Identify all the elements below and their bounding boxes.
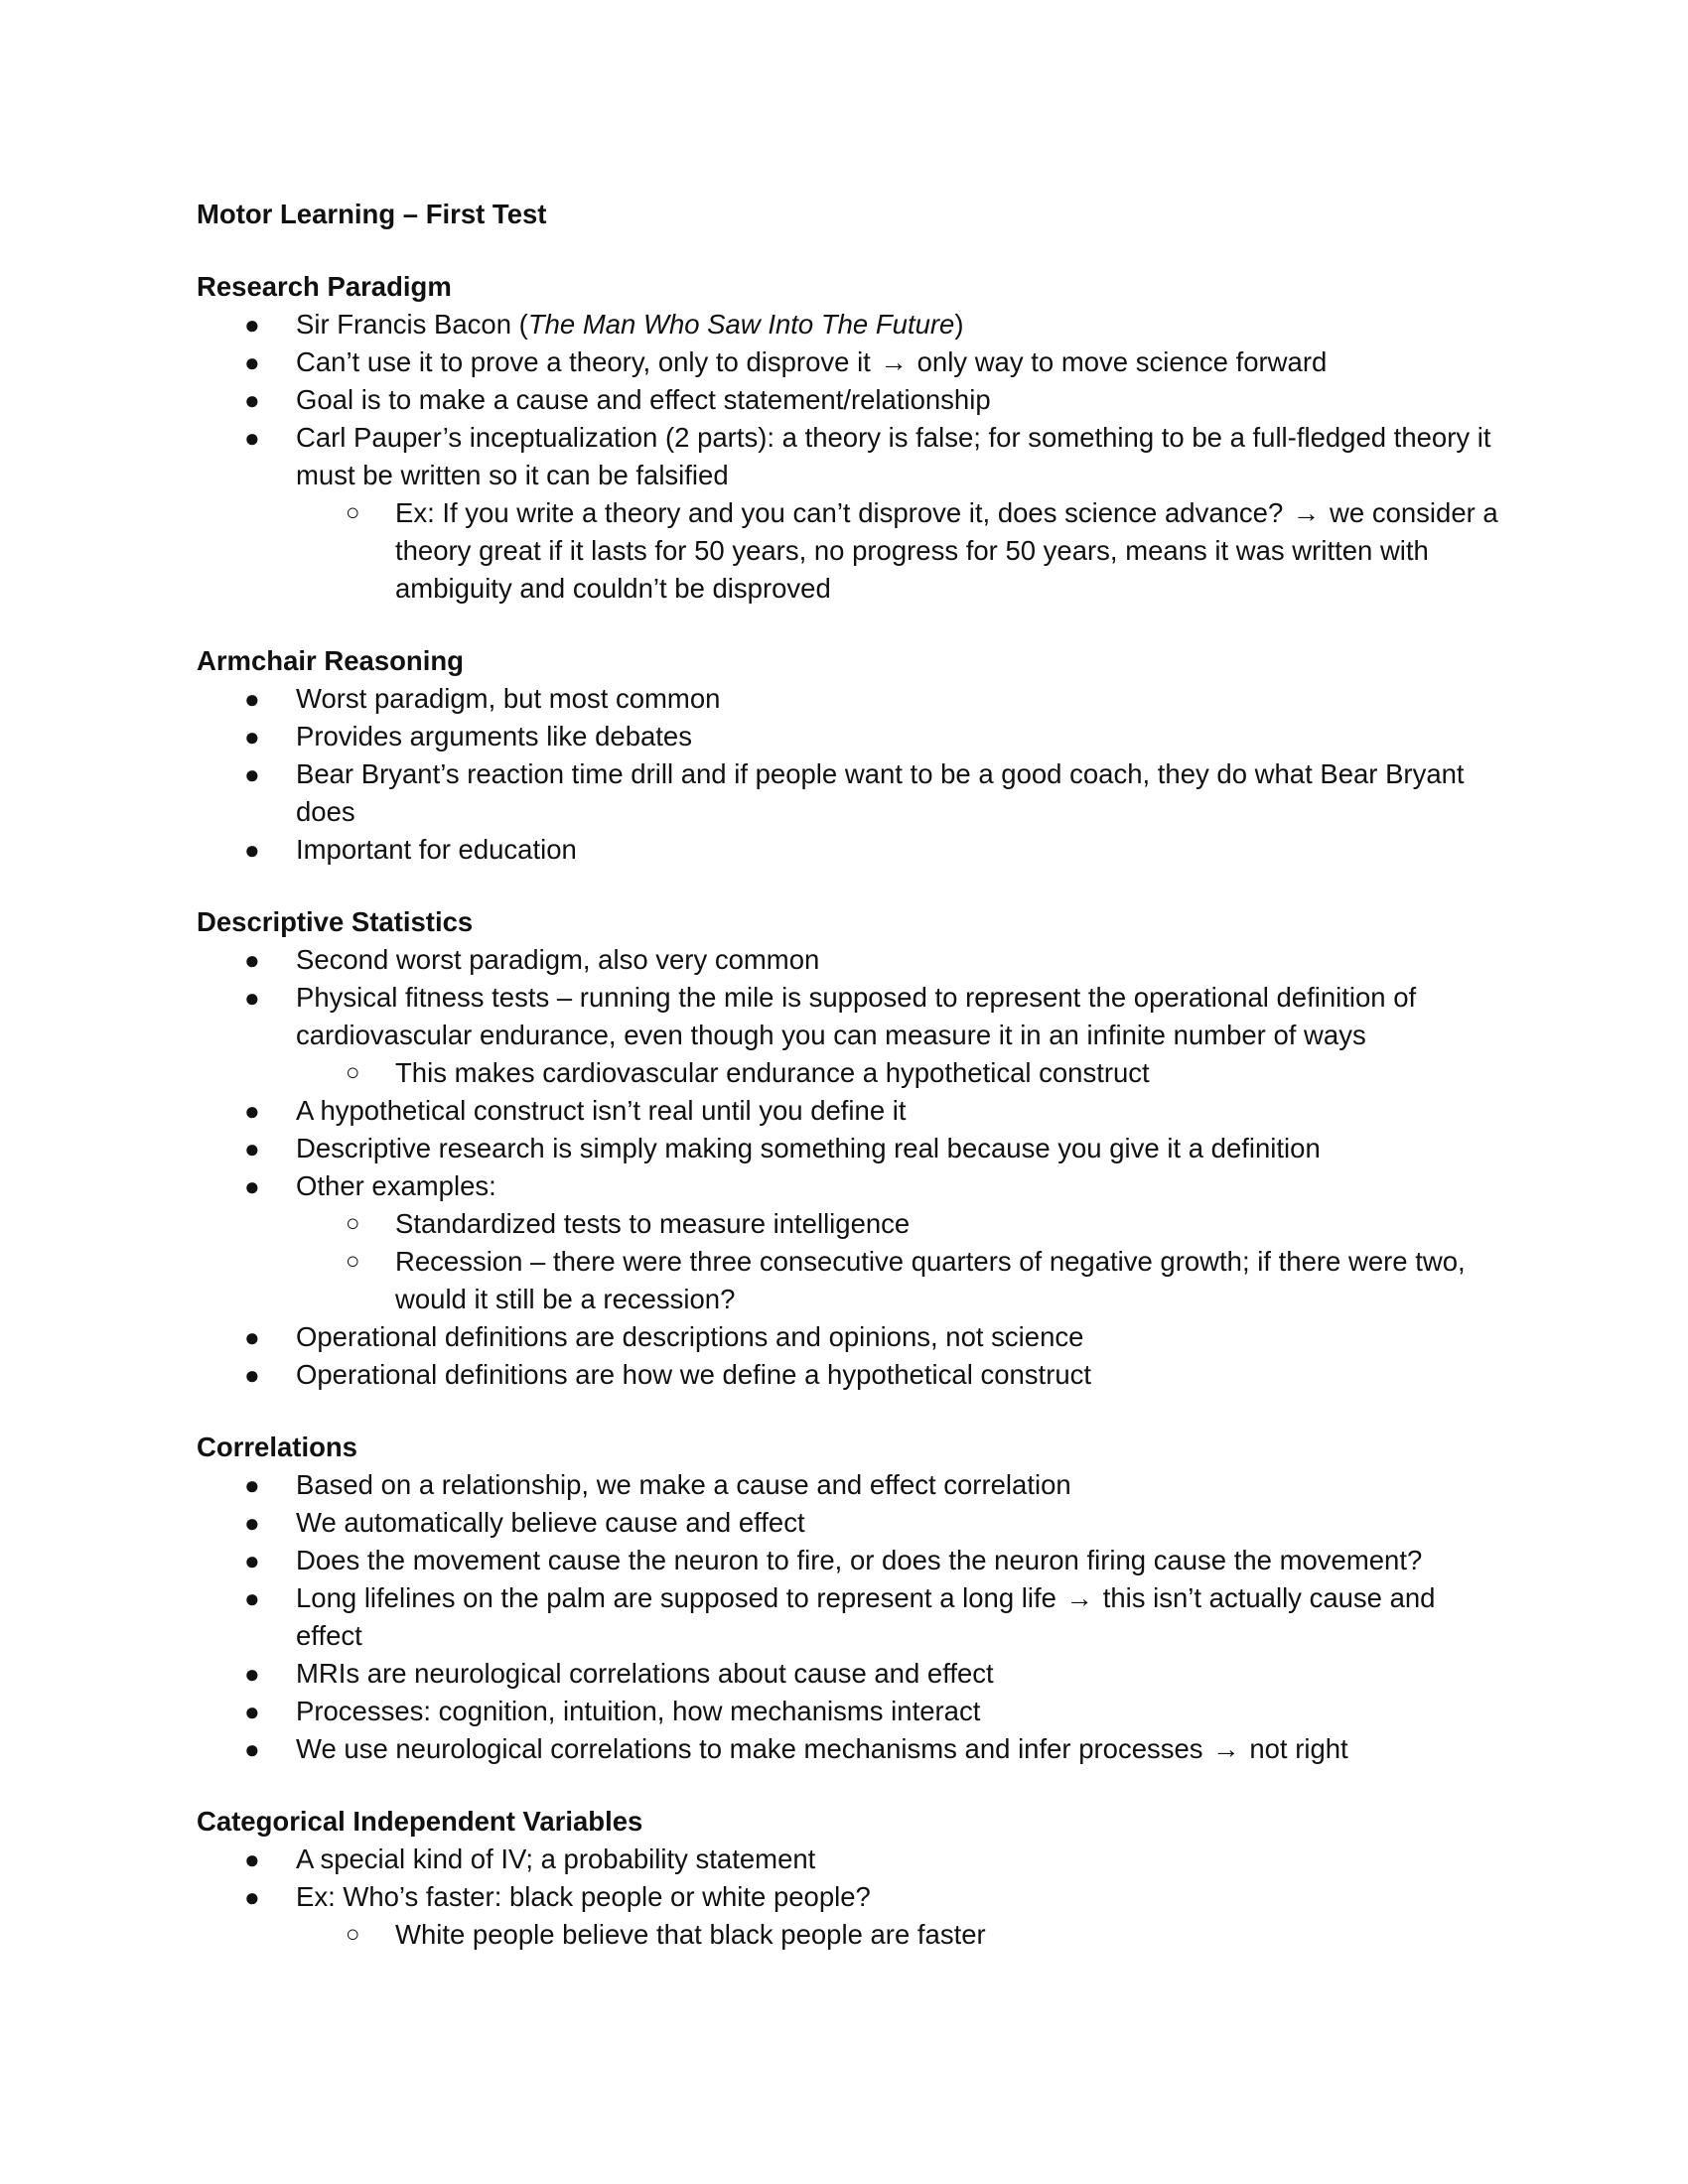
list-item bbox=[244, 1841, 1507, 1878]
list-item-text: Sir Francis Bacon ( bbox=[296, 309, 528, 340]
bullet-icon: ● bbox=[244, 1171, 260, 1201]
section-heading: Descriptive Statistics bbox=[197, 906, 474, 937]
section-research-paradigm bbox=[197, 268, 1507, 608]
bullet-icon: ● bbox=[244, 1322, 260, 1352]
bullet-icon: ● bbox=[244, 983, 260, 1013]
list-item bbox=[244, 1167, 1507, 1318]
list-item-text: not right bbox=[1249, 1733, 1348, 1764]
list-item-text: Goal is to make a cause and effect statement/relationship bbox=[296, 384, 991, 415]
list-item bbox=[244, 755, 1507, 831]
list-item-text: Worst paradigm, but most common bbox=[296, 683, 721, 714]
bullet-icon: ● bbox=[244, 759, 260, 789]
list-item-text: MRIs are neurological correlations about cause and effect bbox=[296, 1658, 994, 1689]
sub-bullet-icon: ○ bbox=[346, 499, 360, 526]
sub-list-item bbox=[346, 1916, 1507, 1954]
bullet-icon: ● bbox=[244, 1882, 260, 1912]
sub-list-item bbox=[346, 1243, 1507, 1318]
list-item-text: Ex: Who’s faster: black people or white people? bbox=[296, 1881, 871, 1912]
bullet-icon: ● bbox=[244, 385, 260, 415]
list-item bbox=[244, 343, 1507, 381]
bullet-icon: ● bbox=[244, 1508, 260, 1538]
list-item bbox=[244, 718, 1507, 755]
list-item bbox=[244, 381, 1507, 419]
sub-bullet-icon: ○ bbox=[346, 1921, 360, 1948]
list-item-text: ) bbox=[954, 309, 964, 340]
bullet-icon: ● bbox=[244, 423, 260, 453]
bullet-list bbox=[197, 680, 1507, 869]
bullet-list bbox=[197, 1841, 1507, 1954]
list-item-text: Important for education bbox=[296, 834, 577, 865]
list-item-text: Operational definitions are how we define a hypothetical construct bbox=[296, 1359, 1092, 1390]
bullet-list bbox=[197, 941, 1507, 1394]
list-item-text: Physical fitness tests – running the mile is supposed to represent the operational definition of cardiovascular endurance, even though you can measure it in an infinite number of ways bbox=[296, 982, 1417, 1050]
section-descriptive-statistics bbox=[197, 903, 1507, 1394]
list-item bbox=[244, 1878, 1507, 1954]
sub-list-item bbox=[346, 1205, 1507, 1243]
list-item bbox=[244, 419, 1507, 608]
list-item bbox=[244, 1655, 1507, 1693]
section-heading: Categorical Independent Variables bbox=[197, 1806, 643, 1837]
section-heading: Armchair Reasoning bbox=[197, 645, 464, 676]
list-item bbox=[244, 1356, 1507, 1394]
sub-bullet-list bbox=[296, 1205, 1507, 1318]
bullet-icon: ● bbox=[244, 1096, 260, 1126]
bullet-icon: ● bbox=[244, 835, 260, 865]
list-item-text: Carl Pauper’s inceptualization (2 parts): a theory is false; for something to be a full-fledged theory it must be written so it can be falsified bbox=[296, 422, 1491, 490]
list-item-text: Can’t use it to prove a theory, only to disprove it bbox=[296, 346, 871, 377]
list-item-text: White people believe that black people are faster bbox=[395, 1919, 986, 1950]
list-item-text: Operational definitions are descriptions and opinions, not science bbox=[296, 1321, 1084, 1352]
section-armchair-reasoning bbox=[197, 642, 1507, 869]
list-item bbox=[244, 1730, 1507, 1768]
bullet-icon: ● bbox=[244, 1844, 260, 1874]
sub-bullet-icon: ○ bbox=[346, 1248, 360, 1275]
section-categorical-independent-variables bbox=[197, 1803, 1507, 1954]
bullet-icon: ● bbox=[244, 1470, 260, 1500]
list-item bbox=[244, 1542, 1507, 1579]
list-item-text: this isn’t actually cause and effect bbox=[296, 1582, 1436, 1651]
list-item-text: We use neurological correlations to make mechanisms and infer processes bbox=[296, 1733, 1203, 1764]
list-item-text: Based on a relationship, we make a cause and effect correlation bbox=[296, 1469, 1071, 1500]
bullet-icon: ● bbox=[244, 1583, 260, 1613]
list-item-text: Processes: cognition, intuition, how mechanisms interact bbox=[296, 1696, 981, 1726]
bullet-icon: ● bbox=[244, 945, 260, 975]
list-item-text: We automatically believe cause and effect bbox=[296, 1507, 805, 1538]
bullet-list bbox=[197, 1466, 1507, 1768]
list-item bbox=[244, 941, 1507, 979]
sub-list-item bbox=[346, 494, 1507, 608]
list-item bbox=[244, 306, 1507, 343]
list-item-text: Recession – there were three consecutive quarters of negative growth; if there were two, would it still be a recession? bbox=[395, 1246, 1466, 1314]
list-item bbox=[244, 979, 1507, 1092]
bullet-icon: ● bbox=[244, 347, 260, 377]
section-heading: Research Paradigm bbox=[197, 271, 452, 302]
list-item-text: Second worst paradigm, also very common bbox=[296, 944, 820, 975]
bullet-icon: ● bbox=[244, 1659, 260, 1689]
document-title: Motor Learning – First Test bbox=[197, 199, 547, 229]
list-item bbox=[244, 831, 1507, 869]
list-item-text: A hypothetical construct isn’t real until you define it bbox=[296, 1095, 907, 1126]
bullet-icon: ● bbox=[244, 1697, 260, 1726]
bullet-icon: ● bbox=[244, 1134, 260, 1163]
bullet-icon: ● bbox=[244, 310, 260, 340]
list-item-text: Descriptive research is simply making something real because you give it a definition bbox=[296, 1133, 1321, 1163]
list-item-text: we consider a theory great if it lasts for 50 years, no progress for 50 years, means it was written with ambiguity and couldn’t be disproved bbox=[395, 497, 1498, 604]
list-item-text: only way to move science forward bbox=[916, 346, 1328, 377]
list-item bbox=[244, 680, 1507, 718]
sub-bullet-list bbox=[296, 1054, 1507, 1092]
list-item-text: Does the movement cause the neuron to fire, or does the neuron firing cause the movement? bbox=[296, 1545, 1423, 1575]
sub-bullet-icon: ○ bbox=[346, 1210, 360, 1237]
section-correlations bbox=[197, 1429, 1507, 1768]
section-heading: Correlations bbox=[197, 1432, 357, 1462]
arrow-right-icon: → bbox=[1292, 497, 1321, 528]
bullet-icon: ● bbox=[244, 722, 260, 751]
list-item bbox=[244, 1504, 1507, 1542]
list-item bbox=[244, 1318, 1507, 1356]
bullet-icon: ● bbox=[244, 1360, 260, 1390]
bullet-icon: ● bbox=[244, 1546, 260, 1575]
bullet-icon: ● bbox=[244, 1734, 260, 1764]
arrow-right-icon: → bbox=[1212, 1733, 1240, 1764]
arrow-right-icon: → bbox=[880, 346, 908, 377]
list-item-text: Other examples: bbox=[296, 1170, 496, 1201]
list-item-text: Long lifelines on the palm are supposed to represent a long life bbox=[296, 1582, 1056, 1613]
sub-bullet-list bbox=[296, 494, 1507, 608]
list-item bbox=[244, 1466, 1507, 1504]
document-page bbox=[197, 196, 1507, 1988]
sub-list-item bbox=[346, 1054, 1507, 1092]
list-item-text: Standardized tests to measure intelligence bbox=[395, 1208, 911, 1239]
list-item-text: Ex: If you write a theory and you can’t disprove it, does science advance? bbox=[395, 497, 1284, 528]
book-title: The Man Who Saw Into The Future bbox=[527, 309, 955, 340]
bullet-list bbox=[197, 306, 1507, 608]
list-item bbox=[244, 1693, 1507, 1730]
list-item-text: Provides arguments like debates bbox=[296, 721, 692, 751]
list-item-text: Bear Bryant’s reaction time drill and if people want to be a good coach, they do what Bear Bryant does bbox=[296, 758, 1465, 827]
sub-bullet-list bbox=[296, 1916, 1507, 1954]
list-item bbox=[244, 1579, 1507, 1655]
bullet-icon: ● bbox=[244, 684, 260, 714]
list-item bbox=[244, 1092, 1507, 1130]
arrow-right-icon: → bbox=[1065, 1582, 1094, 1613]
sub-bullet-icon: ○ bbox=[346, 1059, 360, 1086]
list-item-text: A special kind of IV; a probability statement bbox=[296, 1843, 816, 1874]
list-item bbox=[244, 1130, 1507, 1167]
list-item-text: This makes cardiovascular endurance a hypothetical construct bbox=[395, 1057, 1150, 1088]
